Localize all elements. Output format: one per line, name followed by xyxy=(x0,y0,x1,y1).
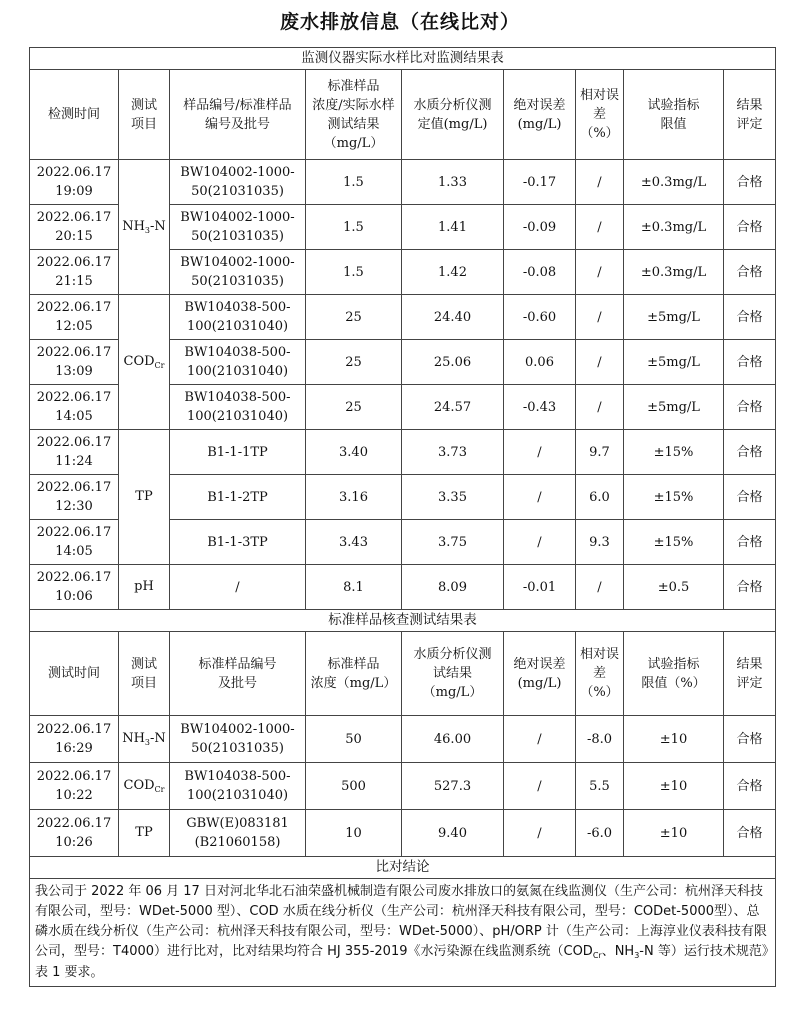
cell-line: 2022.06.17 xyxy=(36,480,112,495)
measured-value-cell: 46.00 xyxy=(402,716,504,763)
test-time-cell xyxy=(30,250,119,295)
result-cell: 合格 xyxy=(724,250,776,295)
sample-number-cell xyxy=(170,763,306,810)
limit-cell: ±0.3mg/L xyxy=(624,205,724,250)
limit-cell: ±15% xyxy=(624,430,724,475)
relative-error-cell: 5.5 xyxy=(576,763,624,810)
header-line: 评定 xyxy=(736,116,763,132)
measured-value-cell: 1.33 xyxy=(402,160,504,205)
absolute-error-cell: -0.09 xyxy=(504,205,576,250)
sample-number-cell xyxy=(170,295,306,340)
absolute-error-cell: / xyxy=(504,716,576,763)
absolute-error-cell: / xyxy=(504,430,576,475)
column-header xyxy=(306,70,402,160)
header-line: 测试结果 xyxy=(327,116,380,132)
cell-line: 2022.06.17 xyxy=(36,165,112,180)
standard-concentration-cell: 1.5 xyxy=(306,205,402,250)
standard-concentration-cell: 1.5 xyxy=(306,160,402,205)
cell-line: 2022.06.17 xyxy=(36,570,112,585)
limit-cell: ±5mg/L xyxy=(624,385,724,430)
header-line: 试验指标 xyxy=(647,656,700,672)
header-line: 编号及批号 xyxy=(204,116,270,132)
header-line: 项目 xyxy=(130,116,157,132)
cell-line: 10:06 xyxy=(55,589,93,604)
cell-line: 100(21031040) xyxy=(186,409,289,424)
standard-concentration-cell: 3.16 xyxy=(306,475,402,520)
result-cell: 合格 xyxy=(724,340,776,385)
test-time-cell xyxy=(30,160,119,205)
test-time-cell xyxy=(30,340,119,385)
cell-line: 2022.06.17 xyxy=(36,300,112,315)
column-header xyxy=(504,632,576,716)
cell-line: 100(21031040) xyxy=(186,319,289,334)
conclusion-text xyxy=(30,879,776,987)
cell-line: 13:09 xyxy=(55,364,93,379)
header-line: 限值（%） xyxy=(641,675,706,691)
header-line: 项目 xyxy=(130,675,157,691)
relative-error-cell: / xyxy=(576,205,624,250)
cell-line: 2022.06.17 xyxy=(36,816,112,831)
section-title-standard-check: 标准样品核查测试结果表 xyxy=(30,610,776,632)
column-header xyxy=(576,632,624,716)
result-cell: 合格 xyxy=(724,763,776,810)
column-header xyxy=(119,70,170,160)
cell-line: 100(21031040) xyxy=(186,788,289,803)
standard-concentration-cell: 8.1 xyxy=(306,565,402,610)
cell-line: 50(21031035) xyxy=(191,274,284,289)
measured-value-cell: 24.57 xyxy=(402,385,504,430)
relative-error-cell: / xyxy=(576,565,624,610)
item-main: pH xyxy=(134,579,154,594)
cell-line: B1-1-3TP xyxy=(207,534,268,550)
header-line: (mg/L) xyxy=(517,675,562,691)
measured-value-cell: 3.75 xyxy=(402,520,504,565)
cell-line: 2022.06.17 xyxy=(36,345,112,360)
limit-cell: ±0.3mg/L xyxy=(624,250,724,295)
sample-number-cell xyxy=(170,205,306,250)
table-row xyxy=(30,565,776,610)
header-line: 差（%） xyxy=(580,666,619,700)
cell-line: 2022.06.17 xyxy=(36,435,112,450)
test-item-cell xyxy=(119,160,170,295)
header-line: 标准样品编号 xyxy=(198,656,277,672)
absolute-error-cell: -0.43 xyxy=(504,385,576,430)
cell-line: 2022.06.17 xyxy=(36,390,112,405)
sample-number-cell xyxy=(170,716,306,763)
test-item-cell xyxy=(119,565,170,610)
header-line: (mg/L) xyxy=(517,116,562,132)
cell-line: 2022.06.17 xyxy=(36,525,112,540)
limit-cell: ±15% xyxy=(624,520,724,565)
header-line: 评定 xyxy=(736,675,763,691)
result-cell: 合格 xyxy=(724,475,776,520)
column-header xyxy=(504,70,576,160)
conclusion-title: 比对结论 xyxy=(30,857,776,879)
header-line: 标准样品 xyxy=(327,656,380,672)
cell-line: 2022.06.17 xyxy=(36,255,112,270)
cell-line: BW104038-500- xyxy=(184,345,291,360)
cell-line: BW104002-1000- xyxy=(180,165,295,180)
header-line: （mg/L） xyxy=(422,685,483,700)
cell-line: 20:15 xyxy=(55,229,93,244)
cell-line: BW104038-500- xyxy=(184,769,291,784)
header-line: 结果 xyxy=(736,656,763,672)
header-line: 测试 xyxy=(130,97,157,113)
limit-cell: ±5mg/L xyxy=(624,295,724,340)
sample-number-cell xyxy=(170,810,306,857)
column-header xyxy=(30,70,119,160)
cell-line: BW104002-1000- xyxy=(180,722,295,737)
item-suffix: -N xyxy=(150,219,166,234)
test-item-cell xyxy=(119,430,170,565)
sample-number-cell xyxy=(170,475,306,520)
measured-value-cell: 25.06 xyxy=(402,340,504,385)
sample-number-cell xyxy=(170,430,306,475)
limit-cell: ±5mg/L xyxy=(624,340,724,385)
standard-concentration-cell: 50 xyxy=(306,716,402,763)
absolute-error-cell: / xyxy=(504,810,576,857)
result-cell: 合格 xyxy=(724,565,776,610)
standard-concentration-cell: 1.5 xyxy=(306,250,402,295)
table-row xyxy=(30,716,776,763)
result-cell: 合格 xyxy=(724,295,776,340)
test-time-cell xyxy=(30,295,119,340)
conclusion-subscript: Cr xyxy=(592,951,602,960)
header-line: 测试时间 xyxy=(47,666,100,681)
test-time-cell xyxy=(30,565,119,610)
table-row xyxy=(30,295,776,340)
header-line: 检测时间 xyxy=(47,107,100,122)
measured-value-cell: 8.09 xyxy=(402,565,504,610)
item-suffix: -N xyxy=(150,731,166,746)
measured-value-cell: 3.73 xyxy=(402,430,504,475)
test-time-cell xyxy=(30,475,119,520)
item-main: COD xyxy=(123,778,155,793)
header-line: 试验指标 xyxy=(647,97,700,113)
sample-number-cell xyxy=(170,340,306,385)
test-time-cell xyxy=(30,763,119,810)
column-header xyxy=(624,70,724,160)
absolute-error-cell: -0.60 xyxy=(504,295,576,340)
table-row xyxy=(30,430,776,475)
cell-line: 12:05 xyxy=(55,319,93,334)
cell-line: GBW(E)083181 xyxy=(186,816,289,831)
result-cell: 合格 xyxy=(724,430,776,475)
header-line: 样品编号/标准样品 xyxy=(183,97,292,113)
absolute-error-cell: -0.01 xyxy=(504,565,576,610)
column-header xyxy=(724,70,776,160)
conclusion-text-part: -N 等）运行技术规范》表 1 要求。 xyxy=(35,944,769,980)
relative-error-cell: -8.0 xyxy=(576,716,624,763)
limit-cell: ±15% xyxy=(624,475,724,520)
standard-concentration-cell: 3.43 xyxy=(306,520,402,565)
header-line: （mg/L） xyxy=(323,135,384,151)
absolute-error-cell: -0.17 xyxy=(504,160,576,205)
cell-line: 14:05 xyxy=(55,544,93,559)
header-line: 水质分析仪测 xyxy=(413,647,492,662)
item-main: COD xyxy=(123,354,155,369)
absolute-error-cell: / xyxy=(504,520,576,565)
cell-line: 19:09 xyxy=(55,184,93,199)
header-line: 试结果 xyxy=(432,666,472,681)
cell-line: 11:24 xyxy=(55,454,93,469)
absolute-error-cell: / xyxy=(504,475,576,520)
limit-cell: ±0.3mg/L xyxy=(624,160,724,205)
conclusion-subscript: 3 xyxy=(634,951,640,960)
test-time-cell xyxy=(30,430,119,475)
standard-sample-check-section xyxy=(30,610,776,857)
standard-concentration-cell: 3.40 xyxy=(306,430,402,475)
cell-line: 12:30 xyxy=(55,499,93,514)
cell-line: 2022.06.17 xyxy=(36,210,112,225)
header-line: 结果 xyxy=(736,97,763,113)
measured-value-cell: 1.42 xyxy=(402,250,504,295)
column-header xyxy=(30,632,119,716)
relative-error-cell: / xyxy=(576,160,624,205)
header-line: 测试 xyxy=(130,656,157,672)
measured-value-cell: 527.3 xyxy=(402,763,504,810)
limit-cell: ±0.5 xyxy=(624,565,724,610)
column-header xyxy=(119,632,170,716)
relative-error-cell: / xyxy=(576,385,624,430)
result-cell: 合格 xyxy=(724,385,776,430)
section-title-monitoring: 监测仪器实际水样比对监测结果表 xyxy=(30,48,776,70)
absolute-error-cell: 0.06 xyxy=(504,340,576,385)
column-header xyxy=(306,632,402,716)
test-item-cell xyxy=(119,716,170,763)
page-title: 废水排放信息（在线比对） xyxy=(279,11,520,33)
table-row xyxy=(30,763,776,810)
cell-line: BW104038-500- xyxy=(184,390,291,405)
conclusion-text-part: 、NH xyxy=(601,944,635,959)
relative-error-cell: / xyxy=(576,340,624,385)
test-time-cell xyxy=(30,385,119,430)
limit-cell: ±10 xyxy=(624,716,724,763)
header-line: 浓度（mg/L） xyxy=(310,675,397,691)
header-line: 及批号 xyxy=(217,675,257,691)
results-table xyxy=(29,47,776,987)
header-line: 标准样品 xyxy=(327,78,380,94)
column-header xyxy=(624,632,724,716)
item-subscript: 3 xyxy=(144,738,151,747)
cell-line: 50(21031035) xyxy=(191,184,284,199)
cell-line: 100(21031040) xyxy=(186,364,289,379)
item-subscript: Cr xyxy=(154,785,165,794)
cell-line: 10:22 xyxy=(55,788,93,803)
result-cell: 合格 xyxy=(724,160,776,205)
result-cell: 合格 xyxy=(724,520,776,565)
test-time-cell xyxy=(30,205,119,250)
measured-value-cell: 9.40 xyxy=(402,810,504,857)
standard-concentration-cell: 25 xyxy=(306,295,402,340)
monitoring-comparison-section xyxy=(30,48,776,610)
header-line: 相对误 xyxy=(579,88,619,103)
cell-line: / xyxy=(235,579,240,595)
cell-line: BW104002-1000- xyxy=(180,210,295,225)
table-row xyxy=(30,810,776,857)
item-subscript: Cr xyxy=(154,361,165,370)
cell-line: 16:29 xyxy=(55,741,93,756)
result-cell: 合格 xyxy=(724,810,776,857)
sample-number-cell xyxy=(170,385,306,430)
conclusion-text-part: 我公司于 2022 年 06 月 17 日对河北华北石油荣盛机械制造有限公司废水排放口的氨氮在线监测仪（生产公司：杭州泽天科技有限公司，型号：WDet-5000 型）、COD 水质在线分析仪（生产公司：杭州泽天科技有限公司，型号：CODet-5000型）、总磷水质在线分析仪（生产公司：杭州泽天科技有限公司，型号：WDet-5000）、pH/ORP 计（生产公司：上海淳业仪表科技有限公司，型号：T4000）进行比对，比对结果均符合 HJ 355-2019《水污染源在线监测系统（COD xyxy=(35,884,767,959)
sample-number-cell xyxy=(170,520,306,565)
item-main: TP xyxy=(135,825,153,840)
standard-concentration-cell: 25 xyxy=(306,385,402,430)
column-header xyxy=(170,632,306,716)
cell-line: BW104038-500- xyxy=(184,300,291,315)
cell-line: 50(21031035) xyxy=(191,229,284,244)
conclusion-section xyxy=(30,857,776,987)
header-line: 浓度/实际水样 xyxy=(312,97,395,113)
table-row xyxy=(30,160,776,205)
relative-error-cell: / xyxy=(576,295,624,340)
header-line: 绝对误差 xyxy=(513,656,566,672)
test-item-cell xyxy=(119,810,170,857)
cell-line: 10:26 xyxy=(55,835,93,850)
relative-error-cell: / xyxy=(576,250,624,295)
result-cell: 合格 xyxy=(724,716,776,763)
absolute-error-cell: / xyxy=(504,763,576,810)
item-subscript: 3 xyxy=(144,226,151,235)
header-line: 限值 xyxy=(660,116,687,132)
measured-value-cell: 3.35 xyxy=(402,475,504,520)
header-line: 差（%） xyxy=(580,107,619,141)
column-header xyxy=(576,70,624,160)
absolute-error-cell: -0.08 xyxy=(504,250,576,295)
test-time-cell xyxy=(30,716,119,763)
header-line: 定值(mg/L) xyxy=(417,116,488,132)
header-line: 水质分析仪测 xyxy=(413,97,492,113)
limit-cell: ±10 xyxy=(624,810,724,857)
header-line: 绝对误差 xyxy=(513,97,566,113)
standard-concentration-cell: 10 xyxy=(306,810,402,857)
test-time-cell xyxy=(30,810,119,857)
relative-error-cell: 6.0 xyxy=(576,475,624,520)
cell-line: 14:05 xyxy=(55,409,93,424)
cell-line: BW104002-1000- xyxy=(180,255,295,270)
header-line: 相对误 xyxy=(579,647,619,662)
test-item-cell xyxy=(119,763,170,810)
item-main: TP xyxy=(135,489,153,504)
column-header xyxy=(402,70,504,160)
cell-line: 21:15 xyxy=(55,274,93,289)
sample-number-cell xyxy=(170,250,306,295)
sample-number-cell xyxy=(170,565,306,610)
item-main: NH xyxy=(122,731,145,746)
test-time-cell xyxy=(30,520,119,565)
cell-line: (B21060158) xyxy=(194,835,281,850)
cell-line: 2022.06.17 xyxy=(36,769,112,784)
limit-cell: ±10 xyxy=(624,763,724,810)
standard-concentration-cell: 25 xyxy=(306,340,402,385)
cell-line: 50(21031035) xyxy=(191,741,284,756)
sample-number-cell xyxy=(170,160,306,205)
cell-line: B1-1-2TP xyxy=(207,489,268,505)
column-header xyxy=(170,70,306,160)
relative-error-cell: 9.7 xyxy=(576,430,624,475)
cell-line: 2022.06.17 xyxy=(36,722,112,737)
item-main: NH xyxy=(122,219,145,234)
measured-value-cell: 1.41 xyxy=(402,205,504,250)
relative-error-cell: -6.0 xyxy=(576,810,624,857)
measured-value-cell: 24.40 xyxy=(402,295,504,340)
cell-line: B1-1-1TP xyxy=(207,444,268,460)
standard-concentration-cell: 500 xyxy=(306,763,402,810)
test-item-cell xyxy=(119,295,170,430)
column-header xyxy=(402,632,504,716)
relative-error-cell: 9.3 xyxy=(576,520,624,565)
result-cell: 合格 xyxy=(724,205,776,250)
column-header xyxy=(724,632,776,716)
